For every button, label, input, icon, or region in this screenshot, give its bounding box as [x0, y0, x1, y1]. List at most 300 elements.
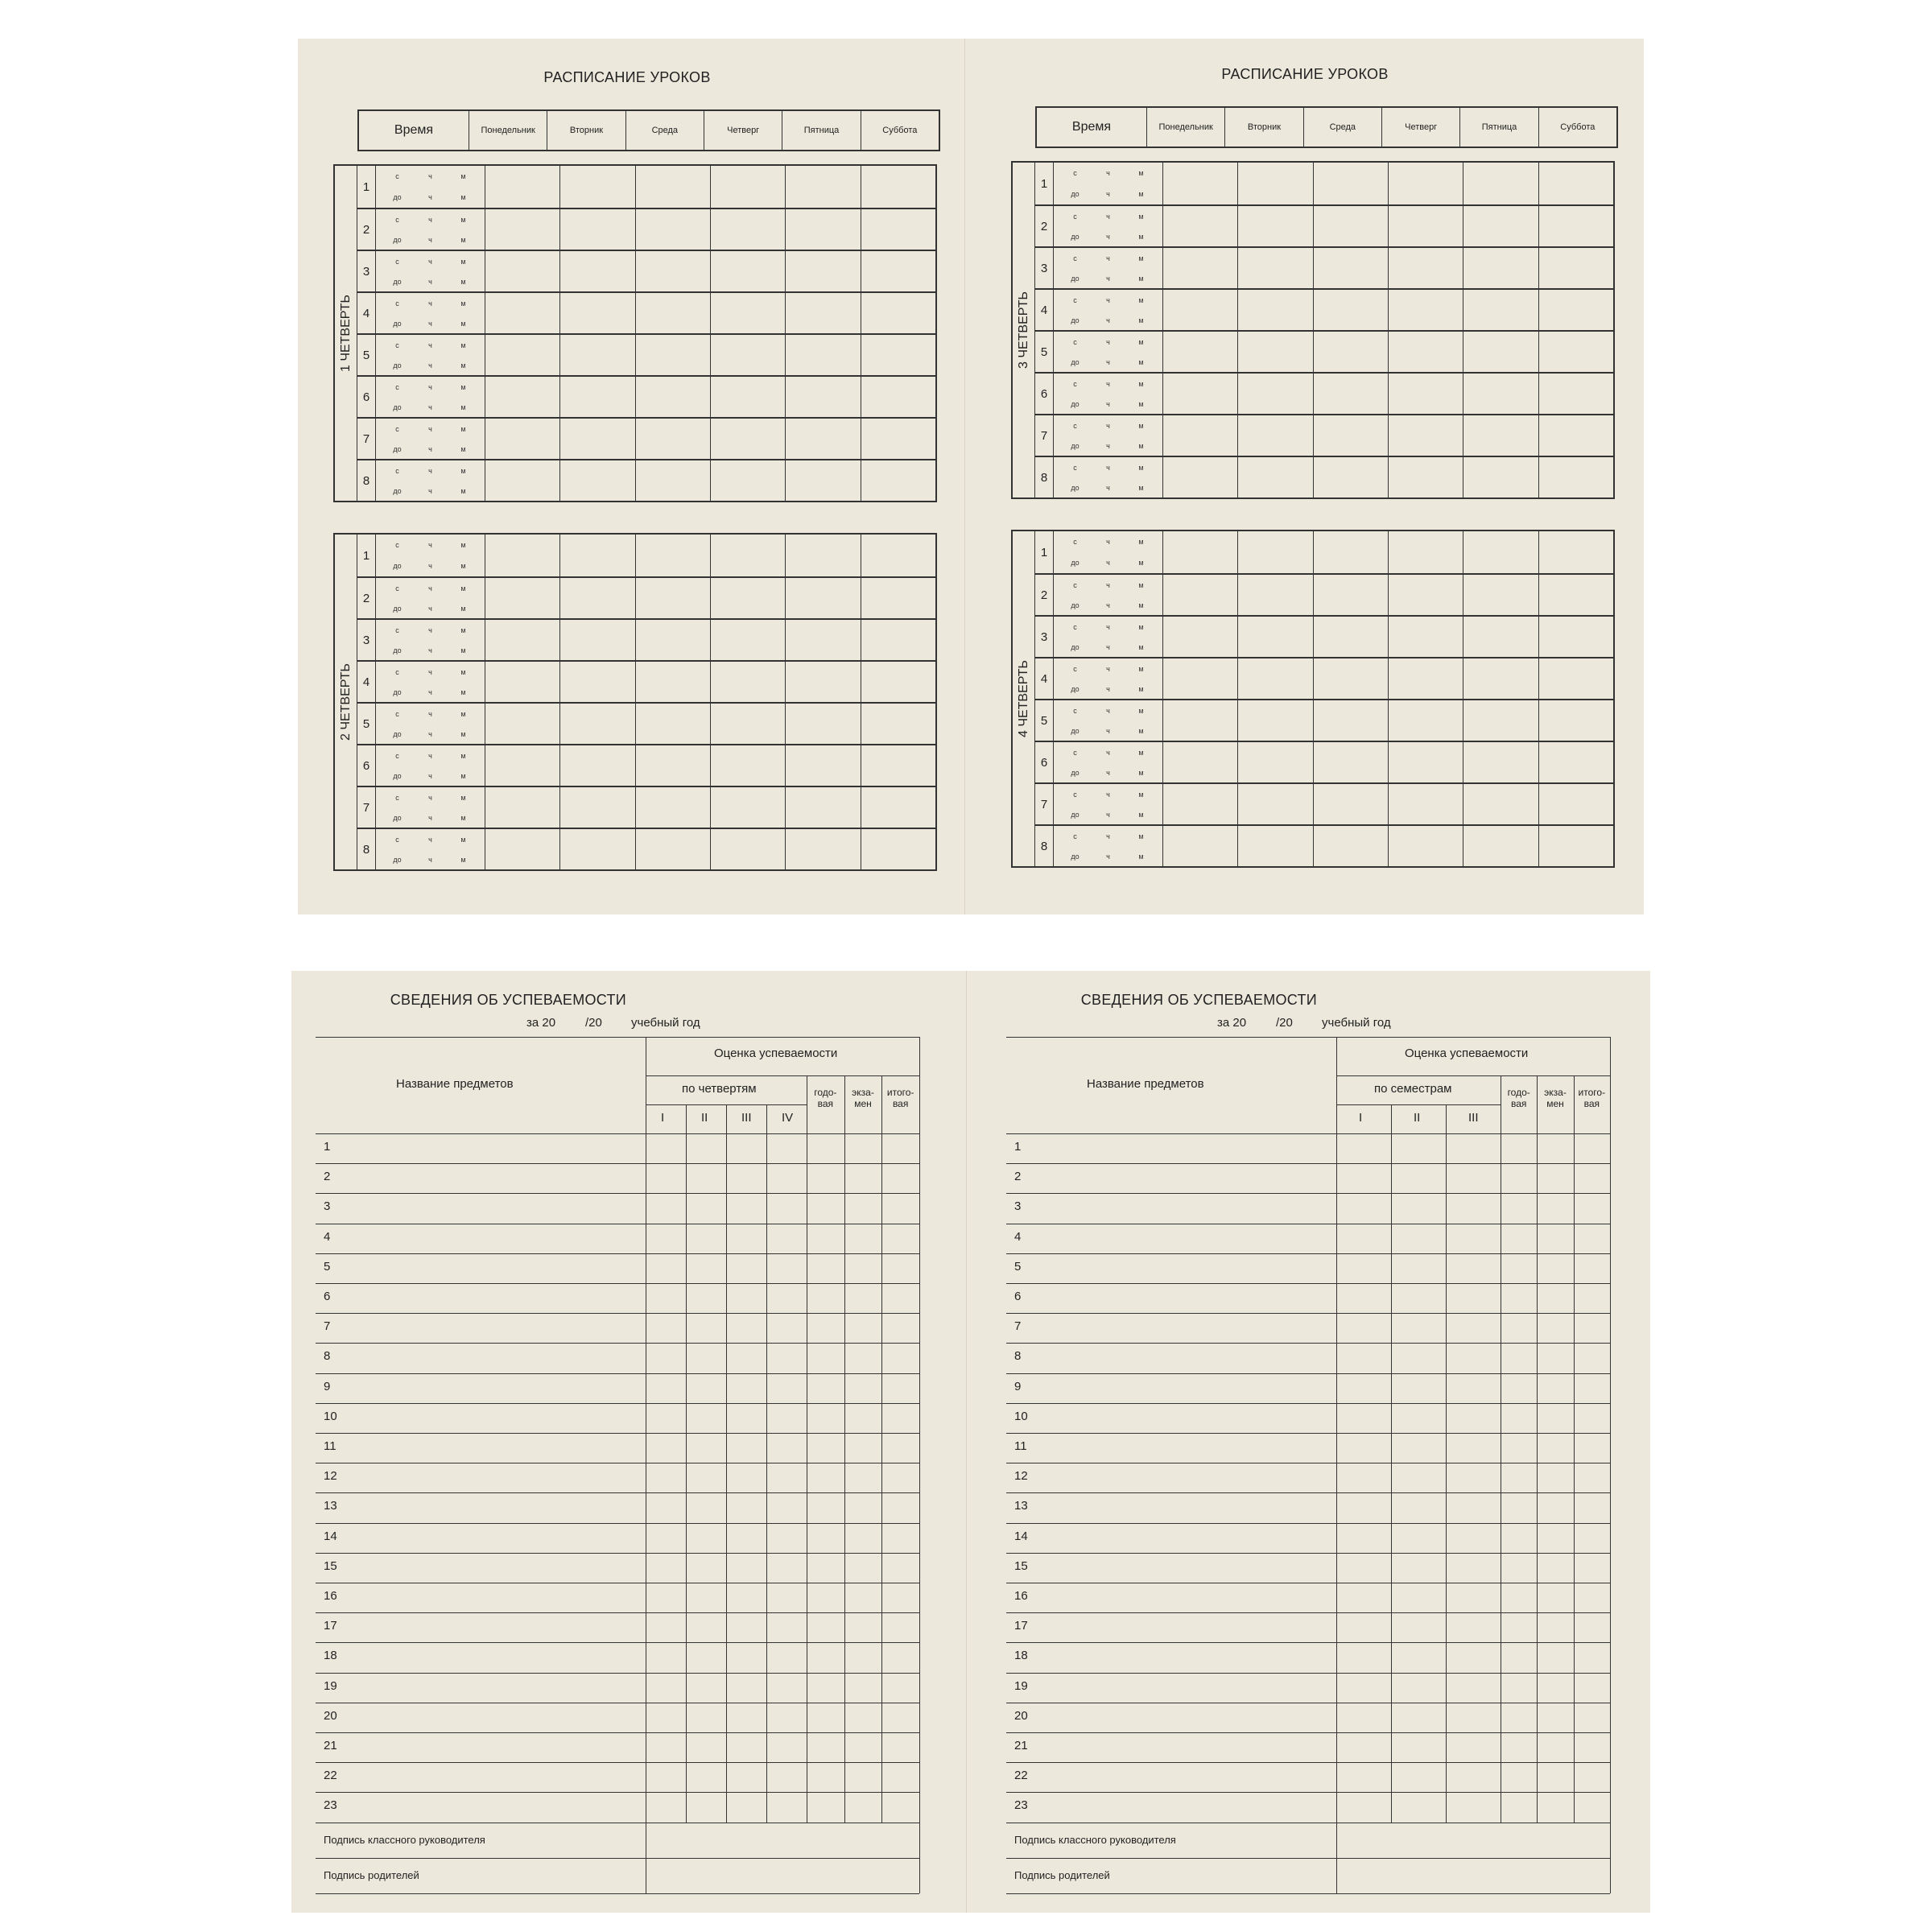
lesson-cell[interactable] [1162, 415, 1237, 456]
time-to-row [376, 766, 485, 786]
time-from-row [376, 662, 485, 682]
lesson-row [357, 208, 935, 250]
lesson-cell[interactable] [1313, 575, 1388, 615]
lesson-number: 3 [1040, 630, 1048, 644]
lesson-cell[interactable] [1463, 700, 1538, 741]
lesson-cell[interactable] [1538, 290, 1613, 330]
subjects-header: Название предметов [1087, 1077, 1204, 1091]
lesson-cell[interactable] [1313, 826, 1388, 866]
lesson-cell[interactable] [559, 460, 634, 501]
lesson-cell[interactable] [710, 209, 785, 250]
lesson-cell[interactable] [1162, 658, 1237, 699]
lesson-cell[interactable] [1162, 290, 1237, 330]
lesson-cell[interactable] [1463, 742, 1538, 782]
from-label: с [395, 709, 399, 718]
period-header: по четвертям [682, 1082, 757, 1096]
lesson-cell[interactable] [1538, 163, 1613, 204]
hours-label: ч [1106, 810, 1110, 819]
row-line [1006, 1313, 1610, 1314]
lesson-cell[interactable] [1388, 290, 1463, 330]
lesson-cell[interactable] [785, 251, 860, 291]
lesson-cell[interactable] [1237, 415, 1312, 456]
time-to-row [1054, 184, 1162, 204]
lesson-cell[interactable] [1538, 374, 1613, 414]
lesson-row [357, 744, 935, 786]
lesson-cell[interactable] [861, 166, 935, 208]
row-number: 5 [324, 1259, 331, 1274]
minutes-label: м [460, 709, 466, 718]
lesson-cell[interactable] [1162, 206, 1237, 246]
lesson-cell[interactable] [1538, 658, 1613, 699]
lesson-cell[interactable] [1237, 617, 1312, 657]
lesson-cell[interactable] [1388, 531, 1463, 573]
lesson-cell[interactable] [861, 535, 935, 576]
lesson-cell[interactable] [559, 578, 634, 618]
lesson-cell[interactable] [1313, 332, 1388, 372]
lesson-cell[interactable] [1162, 163, 1237, 204]
lesson-cell[interactable] [710, 535, 785, 576]
time-to-row [376, 229, 485, 250]
lesson-cell[interactable] [861, 745, 935, 786]
lesson-cell[interactable] [1463, 374, 1538, 414]
row-number: 18 [324, 1649, 337, 1663]
row-number: 23 [324, 1798, 337, 1813]
lesson-cell[interactable] [1237, 784, 1312, 824]
lesson-cell[interactable] [861, 293, 935, 333]
row-line [316, 1523, 919, 1524]
lesson-cell[interactable] [485, 419, 559, 459]
lesson-cell[interactable] [635, 662, 710, 702]
day-header-4: Четверг [704, 111, 782, 150]
lesson-cell[interactable] [635, 460, 710, 501]
lesson-cell[interactable] [1237, 742, 1312, 782]
lesson-cell[interactable] [635, 419, 710, 459]
row-line [316, 1403, 919, 1404]
lesson-cell[interactable] [1388, 206, 1463, 246]
minutes-label: м [460, 193, 466, 201]
day-header-1: Понедельник [469, 111, 547, 150]
lesson-cell[interactable] [1463, 163, 1538, 204]
lesson-cell[interactable] [485, 460, 559, 501]
lesson-cell[interactable] [1162, 575, 1237, 615]
lesson-cell[interactable] [1313, 700, 1388, 741]
lesson-cell[interactable] [485, 535, 559, 576]
minutes-label: м [1138, 357, 1144, 366]
from-label: с [1073, 538, 1077, 546]
minutes-label: м [460, 361, 466, 369]
lesson-cell[interactable] [1463, 617, 1538, 657]
lesson-cell[interactable] [710, 787, 785, 828]
to-label: до [393, 687, 402, 696]
lesson-cell[interactable] [710, 460, 785, 501]
lesson-cell[interactable] [559, 293, 634, 333]
lesson-cell[interactable] [485, 620, 559, 660]
year-suffix: учебный год [1322, 1016, 1391, 1030]
lesson-cell[interactable] [1538, 457, 1613, 497]
from-label: с [1073, 748, 1077, 757]
minutes-label: м [1138, 441, 1144, 450]
from-label: с [395, 257, 399, 266]
lesson-cell[interactable] [710, 251, 785, 291]
lesson-cell[interactable] [635, 335, 710, 375]
lesson-cell[interactable] [635, 251, 710, 291]
quarter-label-cell [1013, 531, 1035, 866]
lesson-cell[interactable] [559, 787, 634, 828]
lesson-cell[interactable] [559, 535, 634, 576]
minutes-label: м [1138, 483, 1144, 492]
lesson-cell[interactable] [1313, 248, 1388, 288]
lesson-cell[interactable] [861, 209, 935, 250]
lesson-cell[interactable] [785, 662, 860, 702]
lesson-row [357, 417, 935, 459]
lesson-cell[interactable] [1313, 457, 1388, 497]
lesson-cell[interactable] [635, 745, 710, 786]
hours-label: ч [428, 667, 432, 676]
to-label: до [1071, 357, 1080, 366]
lesson-cell[interactable] [559, 704, 634, 744]
lesson-cell[interactable] [485, 166, 559, 208]
lesson-cell[interactable] [861, 251, 935, 291]
lesson-cell[interactable] [861, 460, 935, 501]
lesson-cell[interactable] [861, 829, 935, 869]
lesson-cell[interactable] [861, 419, 935, 459]
lesson-cell[interactable] [635, 787, 710, 828]
lesson-cell[interactable] [1463, 248, 1538, 288]
from-label: с [1073, 463, 1077, 472]
lesson-cell[interactable] [635, 829, 710, 869]
lesson-cell[interactable] [710, 578, 785, 618]
lesson-cell[interactable] [485, 209, 559, 250]
lesson-cell[interactable] [785, 293, 860, 333]
lesson-cell[interactable] [485, 251, 559, 291]
lesson-cell[interactable] [785, 166, 860, 208]
lesson-cell[interactable] [785, 745, 860, 786]
lesson-cell[interactable] [785, 460, 860, 501]
quarter-label-cell [1013, 163, 1035, 497]
lesson-cell[interactable] [1237, 374, 1312, 414]
lesson-cell[interactable] [1313, 531, 1388, 573]
lesson-cell[interactable] [1162, 248, 1237, 288]
lesson-time [375, 166, 485, 208]
time-to-row [376, 187, 485, 208]
lesson-time [375, 251, 485, 291]
lesson-cell[interactable] [1313, 415, 1388, 456]
lesson-cell[interactable] [559, 419, 634, 459]
lesson-cell[interactable] [559, 209, 634, 250]
lesson-cell[interactable] [559, 662, 634, 702]
lesson-cell[interactable] [1388, 617, 1463, 657]
lesson-cell[interactable] [1313, 206, 1388, 246]
hours-label: ч [1106, 232, 1110, 241]
lesson-cell[interactable] [635, 704, 710, 744]
lesson-time [375, 745, 485, 786]
lesson-cell[interactable] [1463, 415, 1538, 456]
time-to-row [1054, 804, 1162, 824]
lesson-cell[interactable] [1237, 658, 1312, 699]
lesson-cell[interactable] [1538, 826, 1613, 866]
lesson-cell[interactable] [559, 620, 634, 660]
lesson-cell[interactable] [485, 787, 559, 828]
lesson-cell[interactable] [1538, 575, 1613, 615]
minutes-label: м [1138, 337, 1144, 346]
lesson-cell[interactable] [710, 377, 785, 417]
minutes-label: м [1138, 190, 1144, 198]
lesson-cell[interactable] [1388, 658, 1463, 699]
assessment-header: Оценка успеваемости [1405, 1046, 1529, 1060]
from-label: с [1073, 169, 1077, 177]
lesson-cell[interactable] [635, 209, 710, 250]
lesson-cell[interactable] [710, 293, 785, 333]
lesson-cell[interactable] [785, 829, 860, 869]
lesson-cell[interactable] [1313, 742, 1388, 782]
minutes-label: м [460, 402, 466, 411]
to-label: до [1071, 852, 1080, 861]
lesson-cell[interactable] [1313, 290, 1388, 330]
lesson-cell[interactable] [1237, 575, 1312, 615]
time-to-row [1054, 477, 1162, 497]
lesson-cell[interactable] [635, 293, 710, 333]
to-label: до [1071, 559, 1080, 567]
minutes-label: м [460, 604, 466, 613]
lesson-cell[interactable] [1538, 248, 1613, 288]
lesson-cell[interactable] [785, 535, 860, 576]
lesson-cell[interactable] [1237, 290, 1312, 330]
lesson-time [1053, 332, 1162, 372]
lesson-cell[interactable] [1313, 617, 1388, 657]
lesson-cell[interactable] [1237, 700, 1312, 741]
lesson-cell[interactable] [1162, 700, 1237, 741]
row-number: 6 [324, 1290, 331, 1303]
time-from-row [1054, 742, 1162, 762]
lesson-cell[interactable] [485, 829, 559, 869]
time-from-row [1054, 658, 1162, 679]
lesson-cell[interactable] [861, 335, 935, 375]
minutes-label: м [460, 625, 466, 634]
minutes-label: м [1138, 622, 1144, 631]
lesson-cell[interactable] [710, 745, 785, 786]
lesson-cell[interactable] [559, 377, 634, 417]
exam-divider [1537, 1075, 1538, 1823]
time-from-row [376, 335, 485, 355]
lesson-cell[interactable] [1313, 784, 1388, 824]
to-label: до [1071, 768, 1080, 777]
minutes-label: м [460, 541, 466, 549]
time-to-row [376, 682, 485, 702]
row-line [316, 1553, 919, 1554]
table-top-line [1006, 1037, 1610, 1038]
lesson-cell[interactable] [635, 166, 710, 208]
lesson-cell[interactable] [785, 704, 860, 744]
lesson-cell[interactable] [1463, 457, 1538, 497]
lesson-cell[interactable] [785, 578, 860, 618]
lesson-cell[interactable] [1162, 742, 1237, 782]
time-to-row [376, 271, 485, 291]
lesson-cell[interactable] [559, 829, 634, 869]
lesson-cell[interactable] [1388, 374, 1463, 414]
lesson-cell[interactable] [1388, 742, 1463, 782]
from-label: с [395, 299, 399, 308]
minutes-label: м [460, 729, 466, 738]
lesson-cell[interactable] [710, 829, 785, 869]
lesson-cell[interactable] [785, 209, 860, 250]
lesson-cell[interactable] [710, 704, 785, 744]
lesson-number: 5 [362, 348, 370, 362]
lesson-cell[interactable] [485, 745, 559, 786]
lesson-cell[interactable] [1237, 531, 1312, 573]
hours-label: ч [1106, 337, 1110, 346]
table-right-border [1610, 1037, 1611, 1893]
to-label: до [1071, 483, 1080, 492]
lesson-number: 5 [1040, 345, 1048, 359]
exam-header: экза- мен [852, 1087, 874, 1109]
lesson-cell[interactable] [1388, 700, 1463, 741]
lesson-cell[interactable] [1313, 163, 1388, 204]
lesson-cell[interactable] [1463, 784, 1538, 824]
hours-label: ч [428, 319, 432, 328]
lesson-cell[interactable] [1463, 826, 1538, 866]
lesson-cell[interactable] [1463, 575, 1538, 615]
lesson-cell[interactable] [1162, 457, 1237, 497]
lesson-cell[interactable] [1313, 374, 1388, 414]
lesson-cell[interactable] [861, 377, 935, 417]
lesson-cell[interactable] [1237, 206, 1312, 246]
year-suffix: учебный год [631, 1016, 700, 1030]
lesson-cell[interactable] [1463, 658, 1538, 699]
lesson-cell[interactable] [1538, 332, 1613, 372]
lesson-cell[interactable] [1237, 457, 1312, 497]
lesson-cell[interactable] [1237, 332, 1312, 372]
lesson-cell[interactable] [1237, 248, 1312, 288]
lesson-cell[interactable] [1538, 617, 1613, 657]
lesson-cell[interactable] [785, 377, 860, 417]
to-label: до [393, 402, 402, 411]
lesson-cell[interactable] [1538, 700, 1613, 741]
row-line [316, 1642, 919, 1643]
lesson-time [1053, 617, 1162, 657]
lesson-cell[interactable] [785, 419, 860, 459]
lesson-cell[interactable] [1538, 784, 1613, 824]
quarter-block [333, 164, 937, 502]
lesson-number: 8 [362, 473, 370, 488]
lesson-cell[interactable] [1162, 784, 1237, 824]
hours-label: ч [1106, 421, 1110, 430]
hours-label: ч [428, 215, 432, 224]
lesson-cell[interactable] [635, 535, 710, 576]
row-number: 15 [324, 1558, 337, 1573]
lesson-cell[interactable] [1463, 206, 1538, 246]
lesson-row [1035, 657, 1613, 699]
to-label: до [1071, 399, 1080, 408]
hours-label: ч [1106, 559, 1110, 567]
hours-label: ч [428, 277, 432, 286]
lesson-cell[interactable] [861, 578, 935, 618]
lesson-cell[interactable] [710, 662, 785, 702]
lesson-cell[interactable] [635, 377, 710, 417]
lesson-cell[interactable] [1388, 826, 1463, 866]
lesson-cell[interactable] [861, 704, 935, 744]
lesson-cell[interactable] [1162, 374, 1237, 414]
final-divider [881, 1075, 882, 1823]
lesson-cell[interactable] [1388, 457, 1463, 497]
lesson-cell[interactable] [785, 335, 860, 375]
day-header-6: Суббота [1538, 108, 1616, 147]
lesson-cell[interactable] [1237, 163, 1312, 204]
lesson-cell[interactable] [1538, 206, 1613, 246]
period-label: IV [782, 1111, 794, 1125]
lesson-cell[interactable] [1313, 658, 1388, 699]
lesson-cell[interactable] [635, 620, 710, 660]
lesson-time [375, 209, 485, 250]
lesson-cell[interactable] [485, 662, 559, 702]
lesson-cell[interactable] [559, 335, 634, 375]
time-from-row [376, 166, 485, 187]
lesson-cell[interactable] [1162, 826, 1237, 866]
lesson-cell[interactable] [1162, 531, 1237, 573]
lesson-cell[interactable] [1388, 575, 1463, 615]
lesson-cell[interactable] [1538, 742, 1613, 782]
time-from-row [376, 620, 485, 640]
lesson-cell[interactable] [1388, 163, 1463, 204]
day-header-2: Вторник [547, 111, 625, 150]
lesson-cell[interactable] [1388, 248, 1463, 288]
lesson-cell[interactable] [559, 166, 634, 208]
row-number: 12 [1014, 1469, 1028, 1484]
lesson-number: 1 [1040, 176, 1048, 191]
lesson-cell[interactable] [861, 787, 935, 828]
lesson-cell[interactable] [559, 251, 634, 291]
lesson-cell[interactable] [861, 620, 935, 660]
lesson-cell[interactable] [710, 620, 785, 660]
lesson-cell[interactable] [1463, 332, 1538, 372]
row-number: 11 [324, 1439, 336, 1453]
lesson-cell[interactable] [485, 377, 559, 417]
lesson-time [375, 335, 485, 375]
lesson-cell[interactable] [485, 704, 559, 744]
lesson-cell[interactable] [785, 787, 860, 828]
lesson-cell[interactable] [485, 293, 559, 333]
lesson-cell[interactable] [1388, 332, 1463, 372]
lesson-cell[interactable] [1463, 290, 1538, 330]
from-label: с [1073, 421, 1077, 430]
lesson-cell[interactable] [710, 419, 785, 459]
row-number: 23 [1014, 1798, 1028, 1813]
lesson-cell[interactable] [1463, 531, 1538, 573]
lesson-cell[interactable] [1237, 826, 1312, 866]
time-from-row [1054, 248, 1162, 268]
lesson-time [1053, 826, 1162, 866]
lesson-cell[interactable] [1162, 332, 1237, 372]
lesson-cell[interactable] [1538, 415, 1613, 456]
lesson-cell[interactable] [785, 620, 860, 660]
lesson-cell[interactable] [861, 662, 935, 702]
lesson-cell[interactable] [485, 578, 559, 618]
lesson-cell[interactable] [710, 335, 785, 375]
lesson-cell[interactable] [635, 578, 710, 618]
lesson-cell[interactable] [1388, 784, 1463, 824]
lesson-cell[interactable] [559, 745, 634, 786]
minutes-label: м [1138, 421, 1144, 430]
lesson-cell[interactable] [485, 335, 559, 375]
grades-title: СВЕДЕНИЯ ОБ УСПЕВАЕМОСТИ [1080, 992, 1318, 1008]
lesson-cell[interactable] [710, 166, 785, 208]
minutes-label: м [1138, 232, 1144, 241]
row-number: 3 [324, 1199, 331, 1214]
time-column-header: Время [1071, 120, 1112, 134]
lesson-row [1035, 782, 1613, 824]
lesson-cell[interactable] [1162, 617, 1237, 657]
lesson-cell[interactable] [1388, 415, 1463, 456]
lesson-cell[interactable] [1538, 531, 1613, 573]
